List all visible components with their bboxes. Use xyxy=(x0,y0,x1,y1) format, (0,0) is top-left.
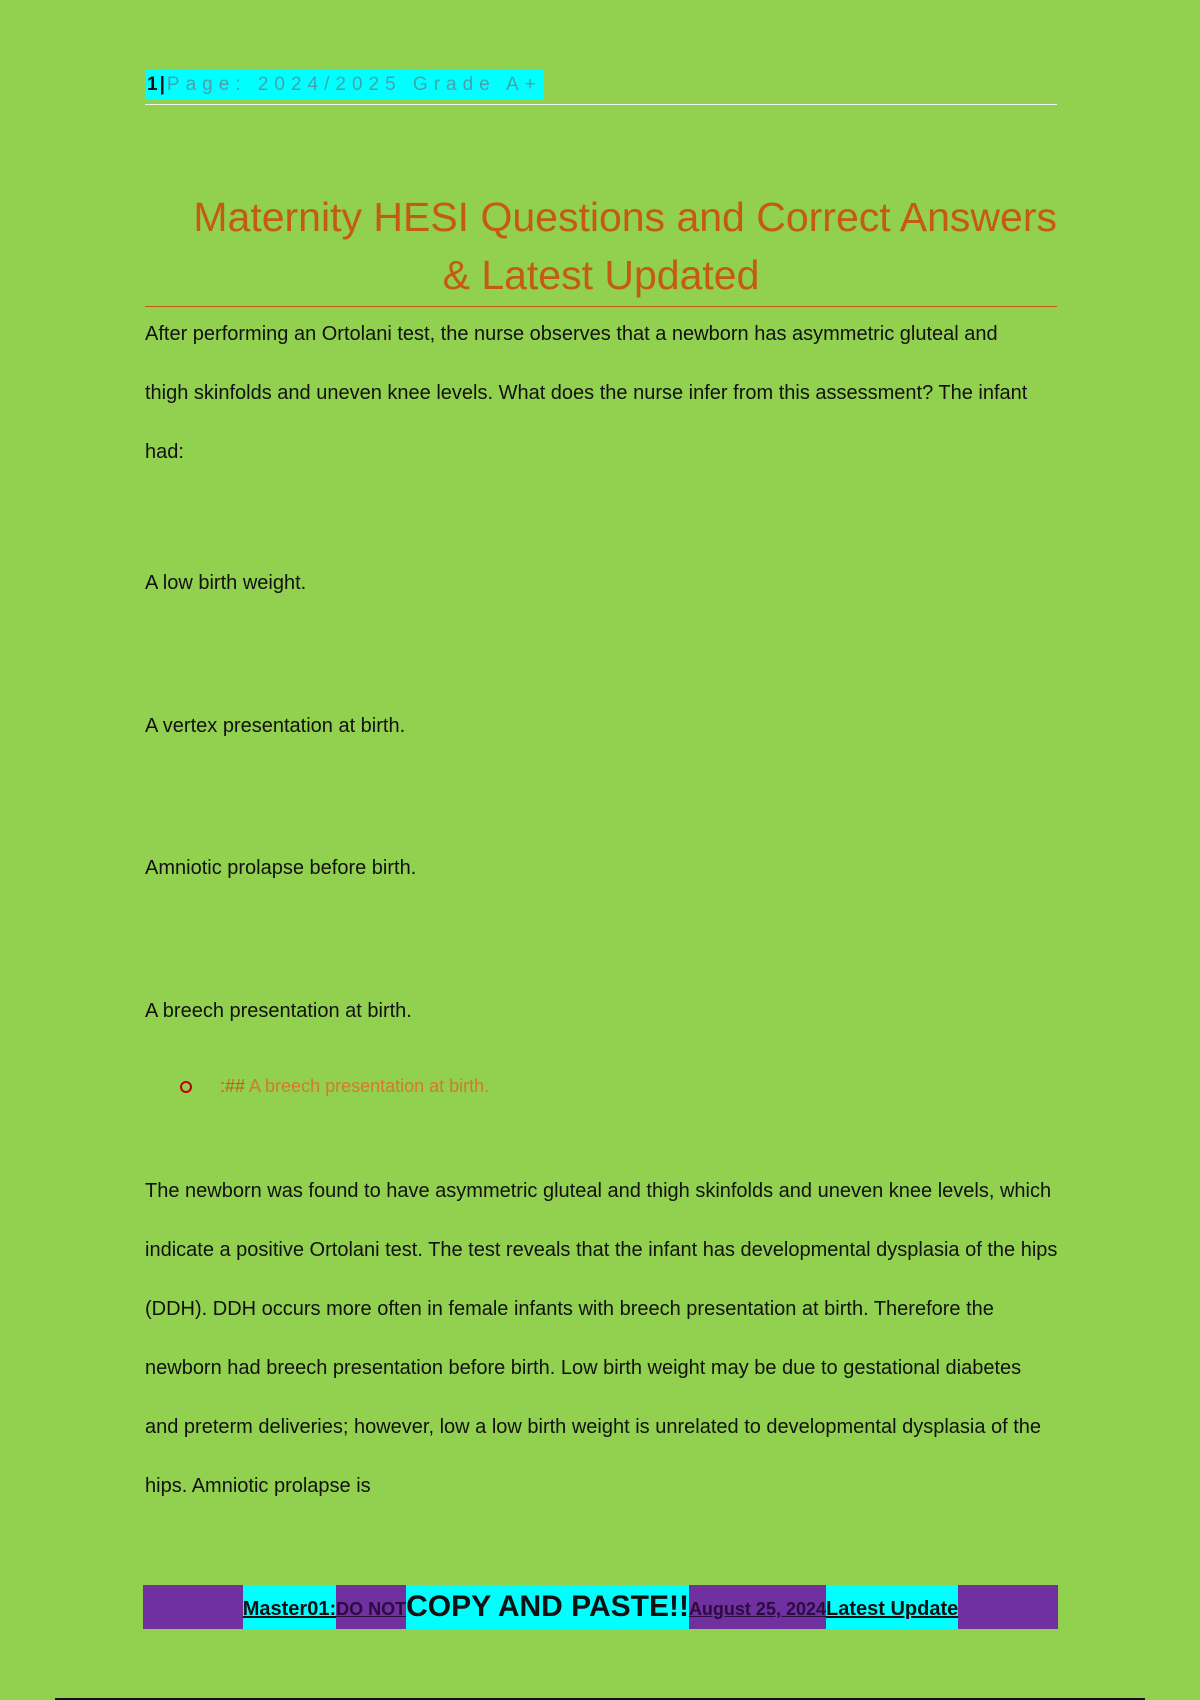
option-d: A breech presentation at birth. xyxy=(145,1000,412,1022)
page-header xyxy=(145,70,1057,105)
circle-bullet-icon xyxy=(180,1081,192,1093)
rationale-text: The newborn was found to have asymmetric gluteal and thigh skinfolds and uneven knee levels, which indicate a positive Ortolani test. The test reveals that the infant has developmental dysplasia of the hips (DDH). DDH occurs more often in female infants with breech presentation at birth. Therefore the newborn had breech presentation before birth. Low birth weight may be due to gestational diabetes and preterm deliveries; however, low a low birth weight is unrelated to developmental dysplasia of the hips. Amniotic prolapse is xyxy=(145,1180,1058,1497)
correct-answer xyxy=(180,1076,489,1097)
footer-date: August 25, 2024 xyxy=(689,1585,826,1629)
option-b: A vertex presentation at birth. xyxy=(145,715,406,737)
question-text: After performing an Ortolani test, the nurse observes that a newborn has asymmetric gluteal and thigh skinfolds and uneven knee levels. What does the nurse infer from this assessment? The infant had: xyxy=(145,323,1028,463)
page-separator: | xyxy=(159,74,167,95)
title-line-2: & Latest Updated xyxy=(442,252,760,298)
page-header-highlight xyxy=(145,70,544,100)
page-label: Page: 2024/2025 Grade A+ xyxy=(166,74,542,95)
answer-prefix: :## xyxy=(220,1076,250,1096)
title-line-1: Maternity HESI Questions and Correct Answers xyxy=(193,194,1057,240)
footer-author: Master01: xyxy=(243,1585,336,1629)
page-number: 1 xyxy=(147,74,160,95)
option-c: Amniotic prolapse before birth. xyxy=(145,857,417,879)
footer-do-not: DO NOT xyxy=(336,1585,406,1629)
footer-copy-paste: COPY AND PASTE!! xyxy=(406,1585,689,1629)
footer-latest-update: Latest Update xyxy=(826,1585,958,1629)
answer-text: A breech presentation at birth. xyxy=(249,1076,490,1096)
document-title xyxy=(145,188,1057,307)
footer-banner xyxy=(143,1585,1058,1629)
option-a: A low birth weight. xyxy=(145,572,307,594)
